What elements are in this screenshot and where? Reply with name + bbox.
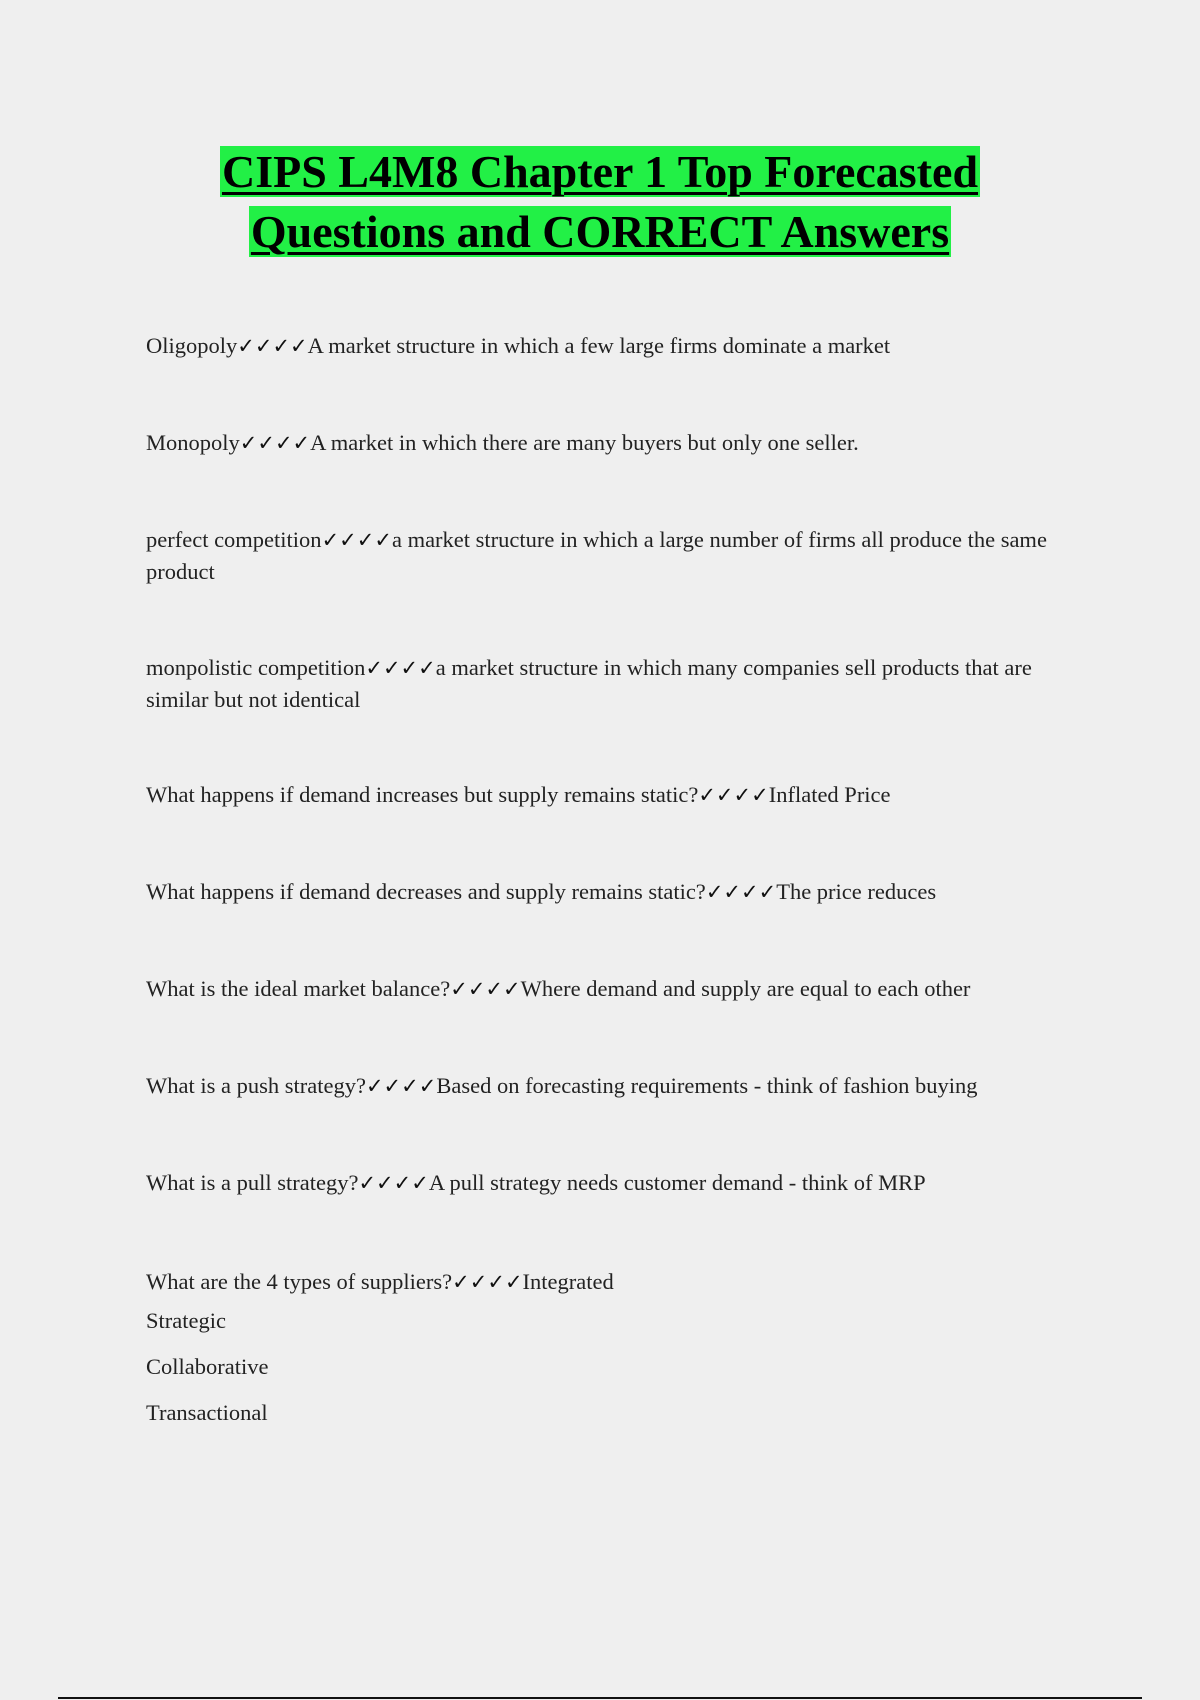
entry-definition: Inflated Price <box>768 782 891 807</box>
entry-term: What happens if demand increases but supply remains static? <box>146 782 699 807</box>
entry-term: What happens if demand decreases and supply remains static? <box>146 879 706 904</box>
entry-definition: a market structure in which a large number of firms all produce the same product <box>146 527 1047 584</box>
title-line-1: CIPS L4M8 Chapter 1 Top Forecasted <box>221 146 979 197</box>
entry-definition: The price reduces <box>776 879 937 904</box>
checkmarks-icon: ✓✓✓✓ <box>358 1171 429 1195</box>
title-line-2: Questions and CORRECT Answers <box>250 206 950 257</box>
qa-entry-monopolistic-competition <box>146 652 1066 715</box>
entry-term: Monopoly <box>146 430 240 455</box>
checkmarks-icon: ✓✓✓✓ <box>450 977 521 1001</box>
qa-entry-demand-decrease <box>146 876 1066 908</box>
qa-entry-push-strategy <box>146 1070 1066 1102</box>
entry-definition: a market structure in which many companies sell products that are similar but not identical <box>146 655 1032 712</box>
qa-entry-demand-increase <box>146 779 1066 811</box>
supplier-type-strategic: Strategic <box>146 1308 226 1333</box>
supplier-type-collaborative: Collaborative <box>146 1354 269 1379</box>
entry-definition: Where demand and supply are equal to each other <box>520 976 971 1001</box>
checkmarks-icon: ✓✓✓✓ <box>321 528 392 552</box>
entry-term: What are the 4 types of suppliers? <box>146 1269 453 1294</box>
checkmarks-icon: ✓✓✓✓ <box>365 656 436 680</box>
entry-definition: A market structure in which a few large firms dominate a market <box>307 333 891 358</box>
entry-term: What is the ideal market balance? <box>146 976 451 1001</box>
entry-definition: A market in which there are many buyers but only one seller. <box>310 430 859 455</box>
entry-definition: Based on forecasting requirements - think of fashion buying <box>436 1073 978 1098</box>
qa-entry-market-balance <box>146 973 1066 1005</box>
document-title <box>100 142 1100 262</box>
entry-term: Oligopoly <box>146 333 238 358</box>
checkmarks-icon: ✓✓✓✓ <box>705 880 777 904</box>
qa-entry-perfect-competition <box>146 524 1066 587</box>
checkmarks-icon: ✓✓✓✓ <box>239 431 311 455</box>
checkmarks-icon: ✓✓✓✓ <box>698 783 769 807</box>
qa-entry-supplier-types <box>146 1266 1066 1436</box>
supplier-type-transactional: Transactional <box>146 1400 268 1425</box>
entry-term: What is a pull strategy? <box>146 1170 359 1195</box>
entry-term: What is a push strategy? <box>146 1073 366 1098</box>
entry-term: perfect competition <box>146 527 322 552</box>
qa-entry-oligopoly <box>146 330 1066 362</box>
checkmarks-icon: ✓✓✓✓ <box>237 334 308 358</box>
qa-entry-pull-strategy <box>146 1167 1066 1199</box>
entry-definition: A pull strategy needs customer demand - think of MRP <box>428 1170 926 1195</box>
checkmarks-icon: ✓✓✓✓ <box>452 1270 523 1294</box>
bottom-divider <box>58 1697 1142 1699</box>
entry-definition: Integrated <box>522 1269 614 1294</box>
qa-entry-monopoly <box>146 427 1066 459</box>
checkmarks-icon: ✓✓✓✓ <box>365 1074 437 1098</box>
entry-term: monpolistic competition <box>146 655 366 680</box>
